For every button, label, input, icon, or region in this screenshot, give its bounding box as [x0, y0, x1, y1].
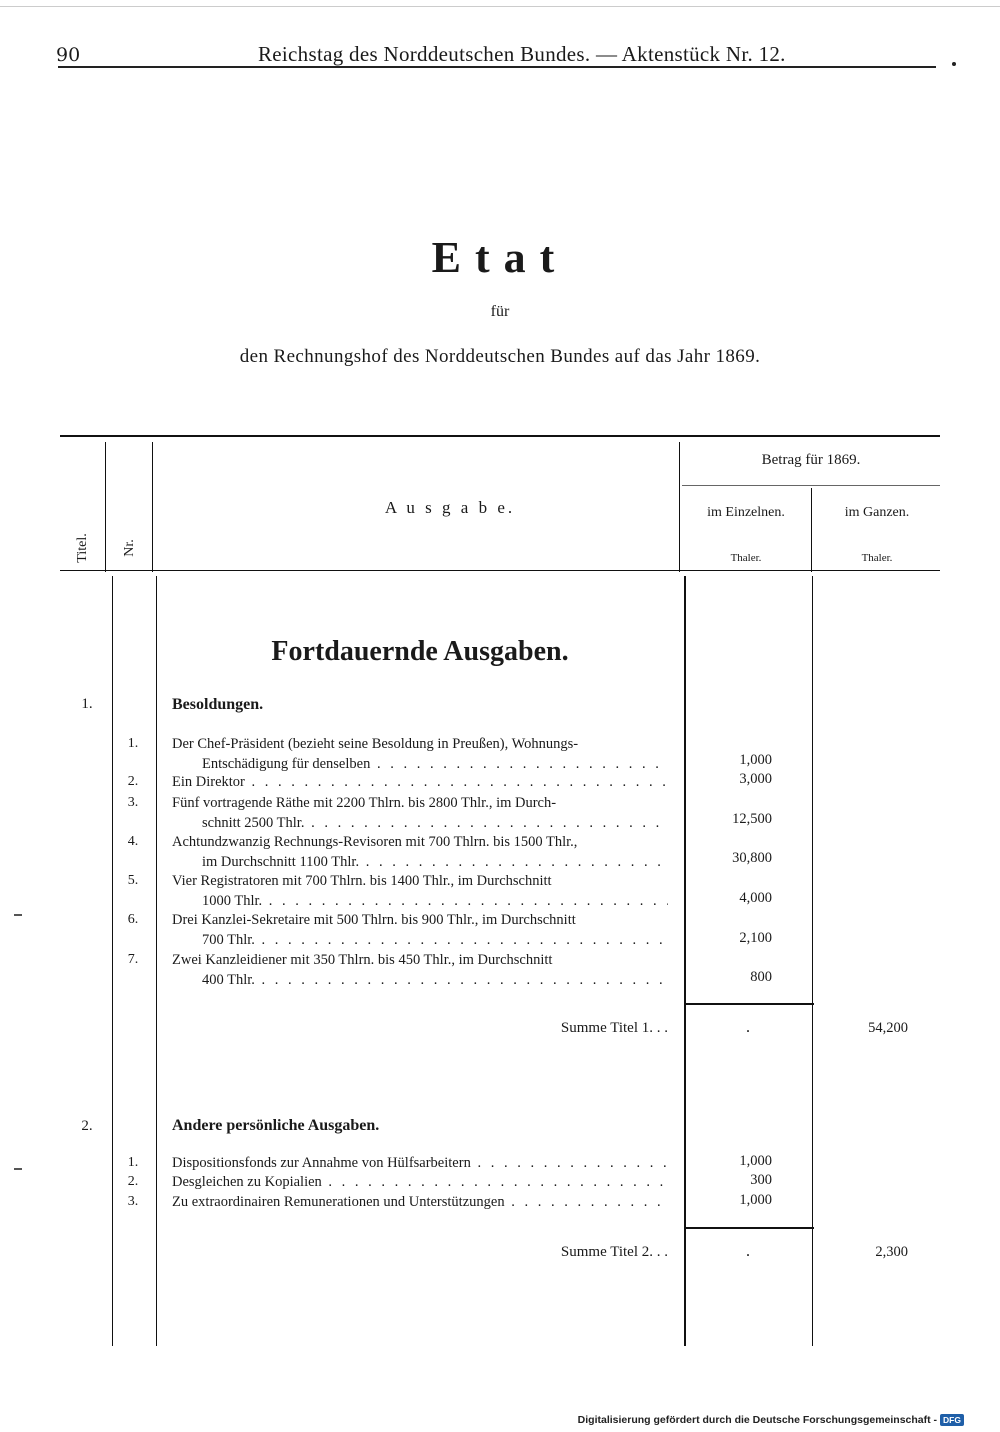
list-item	[172, 832, 668, 872]
footer-text: Digitalisierung gefördert durch die Deutsche Forschungsgemeinschaft -	[577, 1414, 938, 1426]
item-text: Desgleichen zu Kopialien . . .	[172, 1174, 668, 1190]
list-item	[172, 871, 668, 911]
titel-heading: Besoldungen.	[172, 696, 264, 713]
item-amount: 1,000	[739, 752, 772, 768]
header-nr: Nr.	[122, 539, 137, 557]
margin-mark	[14, 914, 22, 916]
item-text: Zwei Kanzleidiener mit 350 Thlrn. bis 450 Thlr., im Durchschnitt	[172, 952, 553, 968]
item-nr: 2.	[127, 774, 139, 789]
item-nr: 3.	[127, 1194, 139, 1209]
item-nr: 4.	[127, 834, 139, 849]
running-header: Reichstag des Norddeutschen Bundes. — Aktenstück Nr. 12.	[258, 42, 786, 66]
subtotal-rule	[686, 1003, 814, 1005]
item-text-cont: Entschädigung für denselben . . .	[202, 756, 668, 772]
list-item	[172, 1192, 668, 1212]
speck	[952, 62, 956, 66]
header-ganzen: im Ganzen.	[844, 505, 910, 520]
header-currency-2: Thaler.	[861, 552, 893, 564]
list-item	[172, 1153, 668, 1173]
sum-label: Summe Titel 1. . .	[560, 1020, 668, 1036]
item-nr: 1.	[127, 736, 139, 751]
item-text-cont: 700 Thlr. . . .	[202, 932, 668, 948]
item-text-cont: schnitt 2500 Thlr. . . .	[202, 815, 668, 831]
item-nr: 3.	[127, 795, 139, 810]
list-item	[172, 772, 668, 792]
list-item	[172, 950, 668, 990]
item-text-cont: 1000 Thlr. . . .	[202, 893, 668, 909]
item-nr: 5.	[127, 873, 139, 888]
page-subtitle: den Rechnungshof des Norddeutschen Bundes auf das Jahr 1869.	[239, 346, 761, 367]
sum-total: 54,200	[868, 1020, 908, 1036]
sum-single: .	[745, 1242, 751, 1260]
header-betrag: Betrag für 1869.	[761, 452, 861, 468]
sum-label: Summe Titel 2. . .	[560, 1244, 668, 1260]
item-text: Fünf vortragende Räthe mit 2200 Thlrn. bis 2800 Thlr., im Durch-	[172, 795, 557, 811]
scan-top-edge	[0, 0, 1000, 7]
item-amount: 300	[750, 1172, 772, 1188]
titel-number: 1.	[81, 696, 93, 712]
page-number: 90	[56, 44, 81, 66]
item-text: Zu extraordinairen Remunerationen und Unterstützungen . . .	[172, 1194, 668, 1210]
margin-mark	[14, 1168, 22, 1170]
sum-total: 2,300	[875, 1244, 908, 1260]
item-text: Vier Registratoren mit 700 Thlrn. bis 1400 Thlr., im Durchschnitt	[172, 873, 552, 889]
item-text-cont: im Durchschnitt 1100 Thlr. . . .	[202, 854, 668, 870]
col-divider-betrag	[811, 488, 812, 572]
item-amount: 2,100	[739, 930, 772, 946]
body-divider-ausgabe	[684, 576, 686, 1346]
item-text: Ein Direktor . . .	[172, 774, 668, 790]
titel-number: 2.	[81, 1118, 93, 1134]
item-amount: 800	[750, 969, 772, 985]
item-nr: 7.	[127, 952, 139, 967]
list-item	[172, 1172, 668, 1192]
item-amount: 4,000	[739, 890, 772, 906]
item-text: Der Chef-Präsident (bezieht seine Besoldung in Preußen), Wohnungs-	[172, 736, 579, 752]
list-item	[172, 910, 668, 950]
sum-single: .	[745, 1018, 751, 1036]
betrag-subrule	[682, 485, 940, 486]
body-divider-titel	[112, 576, 113, 1346]
dfg-logo: DFG	[940, 1414, 964, 1426]
item-text: Dispositionsfonds zur Annahme von Hülfsarbeitern . . .	[172, 1155, 668, 1171]
item-amount: 1,000	[739, 1153, 772, 1169]
item-amount: 3,000	[739, 771, 772, 787]
item-text: Drei Kanzlei-Sekretaire mit 500 Thlrn. bis 900 Thlr., im Durchschnitt	[172, 912, 576, 928]
digitization-footer	[578, 1414, 964, 1426]
table-top-rule	[60, 435, 940, 437]
col-divider-nr	[152, 442, 153, 572]
item-amount: 30,800	[732, 850, 772, 866]
item-text-cont: 400 Thlr. . . .	[202, 972, 668, 988]
header-ausgabe: A u s g a b e.	[384, 498, 516, 517]
list-item	[172, 793, 668, 833]
item-amount: 12,500	[732, 811, 772, 827]
body-divider-betrag	[812, 576, 813, 1346]
header-titel: Titel.	[75, 533, 90, 563]
col-divider-titel	[105, 442, 106, 572]
item-amount: 1,000	[739, 1192, 772, 1208]
table-header-rule	[60, 570, 940, 571]
title-fuer: für	[490, 303, 510, 320]
subtotal-rule	[686, 1227, 814, 1229]
item-nr: 1.	[127, 1155, 139, 1170]
body-divider-nr	[156, 576, 157, 1346]
header-einzelnen: im Einzelnen.	[707, 505, 785, 520]
titel-heading: Andere persönliche Ausgaben.	[172, 1117, 380, 1134]
item-nr: 2.	[127, 1174, 139, 1189]
item-text: Achtundzwanzig Rechnungs-Revisoren mit 700 Thlrn. bis 1500 Thlr.,	[172, 834, 578, 850]
item-nr: 6.	[127, 912, 139, 927]
col-divider-ausgabe	[679, 442, 680, 572]
header-rule	[58, 66, 936, 68]
header-currency-1: Thaler.	[730, 552, 762, 564]
section-title: Fortdauernde Ausgaben.	[271, 636, 569, 667]
list-item	[172, 734, 668, 774]
page-title: Etat	[431, 233, 569, 282]
